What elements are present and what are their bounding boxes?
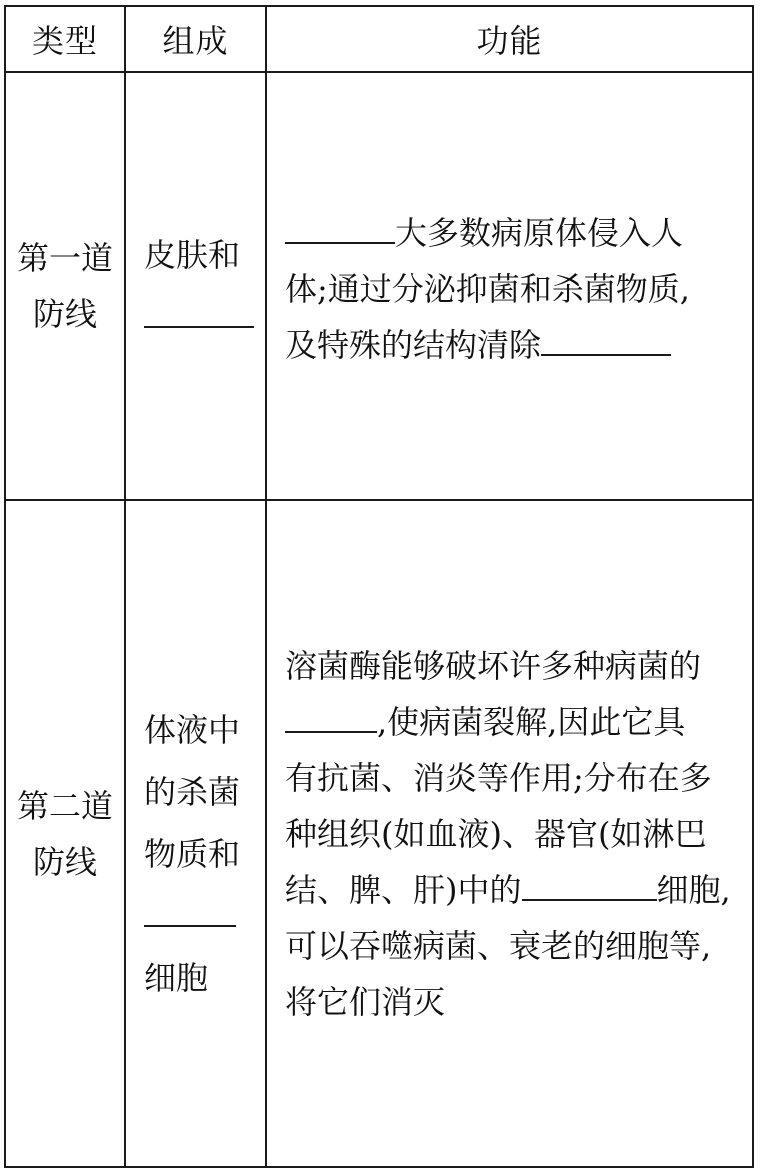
type-text: 第二道 [16, 786, 113, 825]
fill-blank [285, 212, 395, 244]
fill-blank [541, 324, 671, 356]
function-text: 种组织(如血液)、器官(如淋巴 [285, 814, 707, 853]
composition-text: 细胞 [144, 958, 209, 997]
function-text: 及特殊的结构清除 [285, 326, 542, 364]
function-text: 结、脾、肝)中的 [285, 870, 522, 909]
composition-cell-second [125, 500, 266, 1167]
type-cell-first [5, 72, 125, 500]
type-cell-second [5, 500, 125, 1167]
function-text: 溶菌酶能够破坏许多种病菌的 [285, 646, 702, 685]
type-text: 防线 [32, 842, 97, 881]
function-cell-second [266, 500, 753, 1167]
function-text: 有抗菌、消炎等作用;分布在多 [285, 758, 712, 797]
function-text: 大多数病原体侵入人 [395, 214, 684, 252]
function-text: ,使病菌裂解,因此它具 [377, 702, 686, 741]
fill-blank [144, 296, 254, 328]
type-text: 第一道 [16, 239, 113, 277]
header-function: 功能 [266, 6, 753, 72]
header-type: 类型 [5, 6, 125, 72]
type-text: 防线 [32, 295, 97, 333]
composition-text: 的杀菌 [144, 772, 241, 811]
table-row-first-line [5, 72, 753, 500]
function-text: 可以吞噬病菌、衰老的细胞等, [285, 926, 712, 965]
table-row-second-line [5, 500, 753, 1167]
fill-blank [522, 869, 657, 901]
fill-blank [285, 701, 377, 733]
function-cell-first [266, 72, 753, 500]
function-text: 体;通过分泌抑菌和杀菌物质, [285, 270, 690, 308]
composition-cell-first [125, 72, 266, 500]
composition-text: 皮肤和 [144, 236, 241, 274]
header-composition: 组成 [125, 6, 266, 72]
defense-lines-table [4, 5, 754, 1168]
table-header-row [5, 6, 753, 72]
fill-blank [144, 895, 236, 927]
composition-text: 体液中 [144, 710, 241, 749]
function-text: 将它们消灭 [285, 982, 446, 1021]
function-text: 细胞, [656, 870, 731, 909]
composition-text: 物质和 [144, 834, 241, 873]
